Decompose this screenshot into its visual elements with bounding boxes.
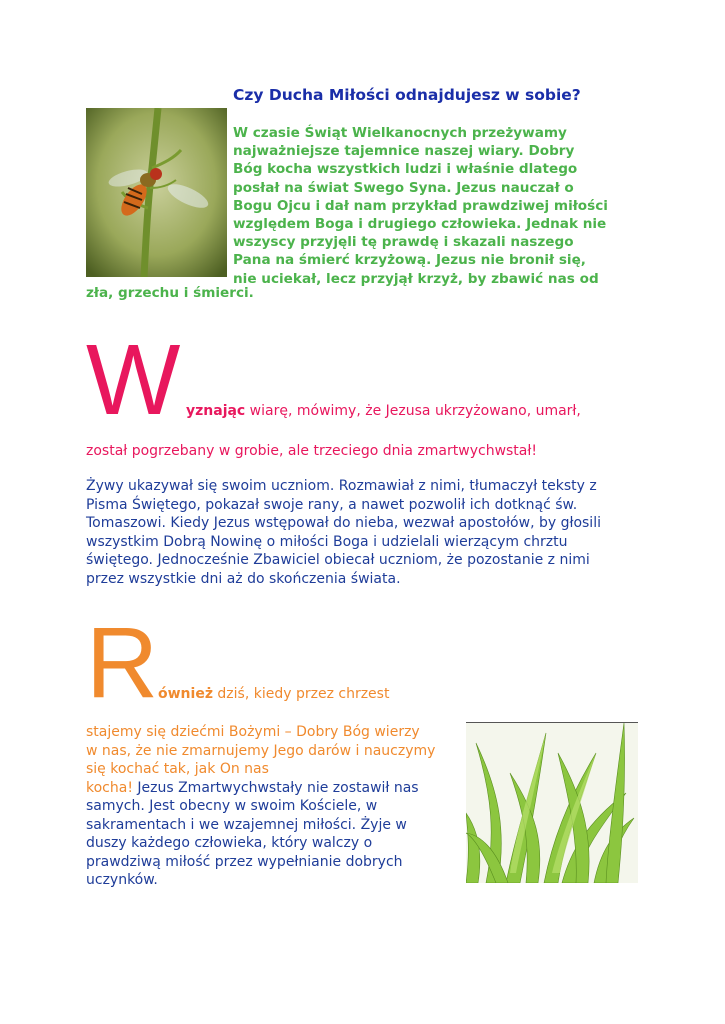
section-w-line2: został pogrzebany w grobie, ale trzeciego dnia zmartwychwstał! [86, 443, 537, 459]
r-orange-line: się kochać tak, jak On nas [86, 761, 269, 777]
dropcap-w: W [86, 324, 181, 436]
dropcap-r: R [86, 607, 159, 719]
intro-last-line: zła, grzechu i śmierci. [86, 285, 254, 301]
intro-line: nie uciekał, lecz przyjął krzyż, by zbawić nas od [233, 270, 599, 287]
intro-line: W czasie Świąt Wielkanocnych przeżywamy [233, 125, 567, 141]
r-blue-line: prawdziwą miłość przez wypełnianie dobrych [86, 853, 403, 870]
r-orange-line: stajemy się dziećmi Bożymi – Dobry Bóg wierzy [86, 724, 420, 740]
page-title: Czy Ducha Miłości odnajdujesz w sobie? [233, 86, 581, 104]
body-line: Żywy ukazywał się swoim uczniom. Rozmawiał z nimi, tłumaczył teksty z [86, 478, 597, 494]
r-blue-line: samych. Jest obecny w swoim Kościele, w [86, 798, 378, 814]
intro-line: względem Boga i drugiego człowieka. Jednak nie [233, 216, 607, 233]
intro-line: Bogu Ojcu i dał nam przykład prawdziwej miłości [233, 197, 608, 214]
body-line: świętego. Jednocześnie Zbawiciel obiecał uczniom, że pozostanie z nimi [86, 552, 590, 568]
body-line: przez wszystkie dni aż do skończenia świata. [86, 570, 401, 587]
section-w-line1-text: wiarę, mówimy, że Jezusa ukrzyżowano, umarł, [245, 403, 581, 419]
section-w-bold-word: yznając [186, 403, 246, 419]
body-line: Pisma Świętego, pokazał swoje rany, a nawet pozwolił ich dotknąć św. [86, 496, 578, 513]
r-blue-line: sakramentach i we wzajemnej miłości. Żyje w [86, 816, 407, 833]
r-orange-line: w nas, że nie zmarnujemy Jego darów i nauczymy [86, 742, 436, 759]
body-line: wszystkim Dobrą Nowinę o miłości Boga i udzielali wierzącym chrztu [86, 533, 568, 550]
hoverfly-photo [86, 108, 227, 277]
r-blue-text: Jezus Zmartwychwstały nie zostawił nas [132, 779, 419, 796]
intro-line: posłał na świat Swego Syna. Jezus nauczał o [233, 179, 574, 196]
section-r-line1 [158, 686, 389, 702]
intro-paragraph [233, 124, 643, 288]
intro-line: Pana na śmierć krzyżową. Jezus nie bronił się, [233, 252, 586, 269]
body-paragraph [86, 477, 634, 588]
intro-line: wszyscy przyjęli tę prawdę i skazali naszego [233, 234, 574, 251]
intro-line: Bóg kocha wszystkich ludzi i właśnie dlatego [233, 161, 578, 178]
grass-photo [466, 722, 638, 883]
body-line: Tomaszowi. Kiedy Jezus wstępował do nieba, wezwał apostołów, by głosili [86, 515, 601, 531]
intro-line: najważniejsze tajemnice naszej wiary. Dobry [233, 143, 575, 160]
section-r-bold-word: ównież [158, 686, 213, 702]
r-orange-lead: kocha! [86, 779, 133, 796]
r-blue-line: duszy każdego człowieka, który walczy o [86, 835, 373, 851]
r-mixed-line [86, 779, 466, 798]
section-r-line1-text: dziś, kiedy przez chrzest [212, 686, 390, 702]
section-r-paragraph [86, 723, 466, 890]
section-w-line1 [186, 403, 581, 419]
r-blue-line: uczynków. [86, 872, 158, 888]
